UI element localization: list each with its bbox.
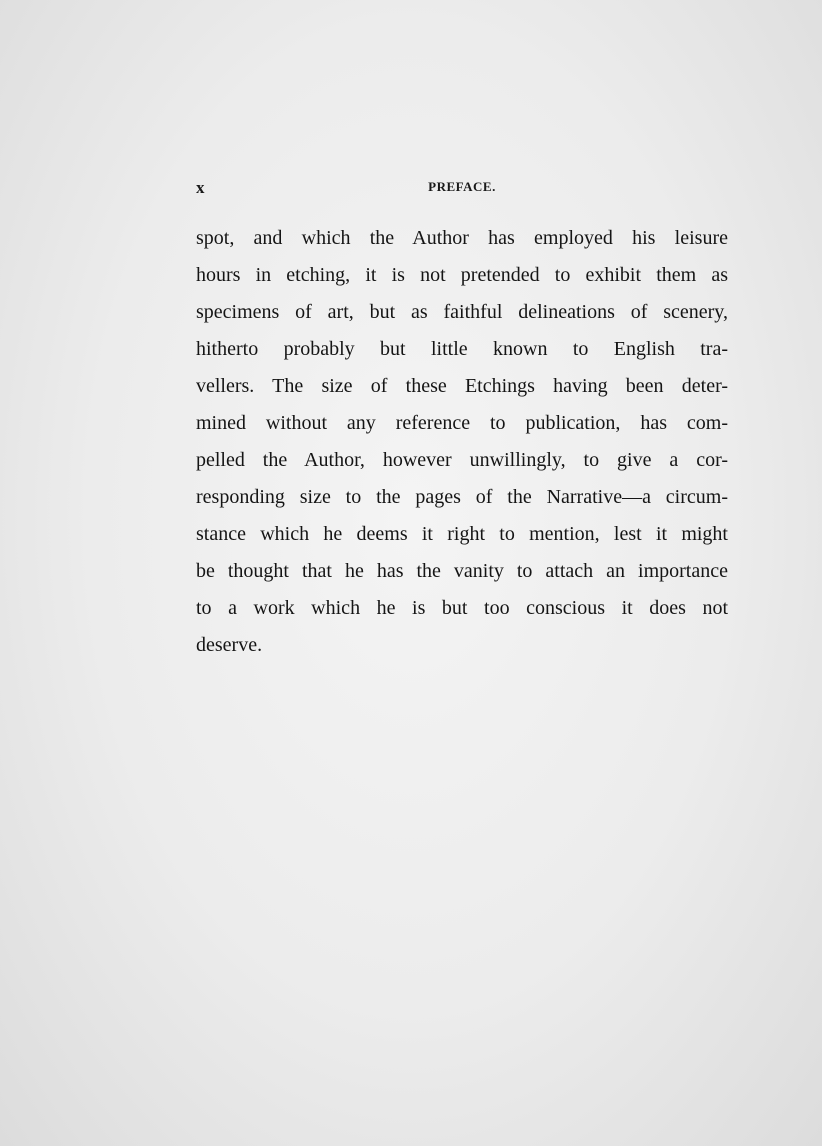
text-line: specimens of art, but as faithful delineations of scenery, <box>196 301 728 323</box>
text-line: hours in etching, it is not pretended to exhibit them as <box>196 264 728 286</box>
text-line: responding size to the pages of the Narrative—a circum- <box>196 486 728 508</box>
text-line: vellers. The size of these Etchings having been deter- <box>196 375 728 397</box>
running-head: PREFACE. <box>428 179 496 194</box>
text-line: hitherto probably but little known to English tra- <box>196 338 728 360</box>
text-line: mined without any reference to publication, has com- <box>196 412 728 434</box>
text-line: to a work which he is but too conscious it does not <box>196 597 728 619</box>
page-header <box>196 178 728 200</box>
page-number: x <box>196 178 205 197</box>
body-text <box>196 220 728 664</box>
text-line-last: deserve. <box>196 634 263 656</box>
text-line: spot, and which the Author has employed his leisure <box>196 227 728 249</box>
text-line: stance which he deems it right to mention, lest it might <box>196 523 728 545</box>
text-line: be thought that he has the vanity to attach an importance <box>196 560 728 582</box>
text-line: pelled the Author, however unwillingly, to give a cor- <box>196 449 728 471</box>
